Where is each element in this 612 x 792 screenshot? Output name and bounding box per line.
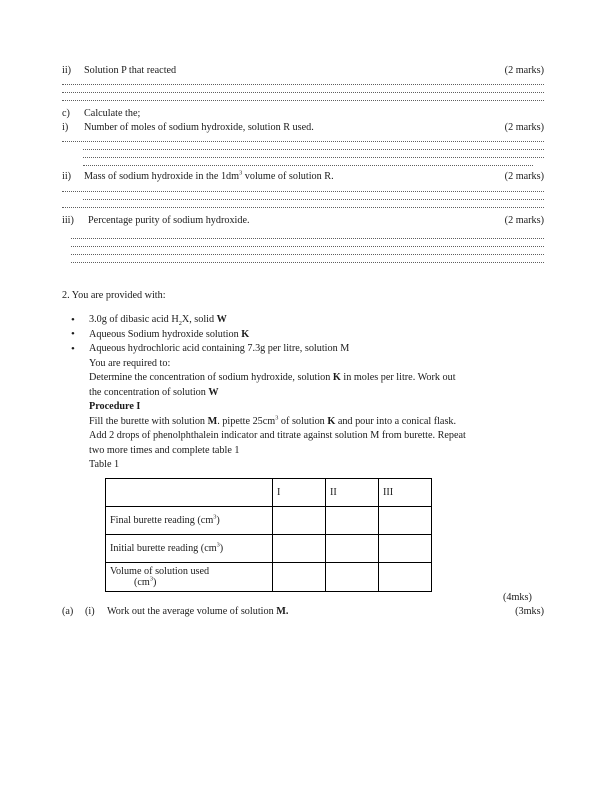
cell-initial-i[interactable] [273, 534, 326, 562]
cell-final-ii[interactable] [326, 506, 379, 534]
required-line-2 [89, 386, 544, 400]
spacer [62, 200, 544, 207]
row-2-label-second-line: (cm [134, 576, 150, 588]
spacer [62, 158, 544, 165]
cell-volume-i[interactable] [273, 562, 326, 591]
required-line-1-post: in moles per litre. Work out [340, 372, 456, 384]
row-0-label-post: ) [216, 514, 220, 526]
cm-cubed-superscript: 3 [216, 541, 220, 549]
question-1-c-ii-label: ii) [62, 171, 72, 183]
procedure-line-1-b: . pipette 25cm [217, 415, 276, 427]
list-item [62, 342, 544, 356]
question-1-c-i [62, 121, 544, 134]
spacer [62, 255, 544, 262]
question-2-a-i-text [107, 605, 507, 618]
spacer [62, 142, 544, 149]
spacer [62, 77, 544, 84]
solution-k-ref-2: K [327, 415, 336, 427]
spacer [62, 93, 544, 100]
question-1-c-i-text: Number of moles of sodium hydroxide, solution R used. [84, 121, 314, 133]
required-heading: You are required to: [89, 357, 171, 369]
row-2-label-pre: Volume of solution used [110, 565, 210, 577]
question-1-c-ii-marks: (2 marks) [504, 171, 544, 183]
solution-w-ref: W [208, 386, 219, 398]
spacer [62, 227, 544, 238]
list-item [62, 328, 544, 342]
procedure-heading: Procedure I [89, 401, 141, 413]
spacer [62, 184, 544, 191]
question-1-c-label: c) [62, 108, 70, 120]
table-1-wrapper [105, 478, 544, 592]
question-1-c-text: Calculate the; [84, 108, 141, 120]
row-label-final-burette-reading [106, 506, 273, 534]
h2x-subscript: 2 [178, 320, 182, 328]
question-1-c-ii [62, 170, 544, 183]
cell-volume-ii[interactable] [326, 562, 379, 591]
required-line-2-pre: the concentration of solution [89, 386, 209, 398]
requirements-block [89, 357, 544, 473]
question-1-b-ii-marks: (2 marks) [504, 65, 544, 76]
question-2-a-i [62, 605, 544, 618]
table-marks: (4mks) [503, 591, 532, 603]
cell-initial-ii[interactable] [326, 534, 379, 562]
spacer [62, 247, 544, 254]
page-content [62, 64, 544, 618]
list-item [62, 313, 544, 327]
question-1-b-ii-text: Solution P that reacted [84, 65, 177, 76]
solution-k-ref: K [332, 372, 341, 384]
required-line-1-pre: Determine the concentration of sodium hydroxide, solution [89, 372, 333, 384]
procedure-line-1-a: Fill the burette with solution [89, 415, 208, 427]
bullet-2-pre: Aqueous Sodium hydroxide solution [89, 328, 242, 340]
bullet-1-mid: X, solid [181, 314, 217, 326]
procedure-line-1 [89, 415, 544, 429]
question-2-a-i-text-pre: Work out the average volume of solution [107, 605, 277, 617]
column-header-i: I [273, 478, 326, 506]
question-1-c [62, 107, 544, 120]
burette-readings-table [105, 478, 432, 592]
row-label-volume-of-solution-used [106, 562, 273, 591]
cell-final-i[interactable] [273, 506, 326, 534]
procedure-line-2: Add 2 drops of phenolphthalein indicator and titrate against solution M from burette. Repeat [89, 430, 466, 442]
table-corner-cell [106, 478, 273, 506]
question-1-b-ii-label: ii) [62, 65, 72, 76]
table-row [106, 506, 432, 534]
question-1-b-ii [62, 64, 544, 77]
row-2-label-second-line-group [110, 577, 268, 588]
procedure-line-3: two more times and complete table 1 [89, 444, 240, 456]
row-1-label-post: ) [219, 542, 224, 554]
cell-final-iii[interactable] [379, 506, 432, 534]
cm-cubed-superscript: 3 [275, 414, 279, 422]
table-row [106, 534, 432, 562]
question-1-c-iii-text: Percentage purity of sodium hydroxide. [88, 214, 250, 226]
spacer [62, 192, 544, 199]
bullet-1-pre: 3.0g of dibasic acid H [89, 314, 179, 326]
question-1-c-iii-label: iii) [62, 214, 74, 226]
solid-w-label: W [216, 314, 227, 326]
column-header-iii: III [379, 478, 432, 506]
question-2-heading: 2. You are provided with: [62, 290, 166, 302]
row-2-label-post: ) [153, 576, 157, 588]
spacer [62, 134, 544, 141]
cm-cubed-superscript: 3 [213, 513, 217, 521]
spacer [62, 150, 544, 157]
solution-m-ref-2: M. [276, 605, 289, 617]
provided-materials-list [62, 313, 544, 356]
question-1-c-i-label: i) [62, 121, 69, 133]
dm-cubed-superscript: 3 [239, 169, 243, 177]
question-2-a-i-marks: (3mks) [515, 605, 544, 617]
question-1-c-i-marks: (2 marks) [504, 121, 544, 133]
question-1-c-ii-text-after: volume of solution R. [242, 171, 334, 183]
row-label-initial-burette-reading [106, 534, 273, 562]
table-header-row [106, 478, 432, 506]
cell-volume-iii[interactable] [379, 562, 432, 591]
table-row [106, 562, 432, 591]
solution-m-ref: M [207, 415, 218, 427]
spacer [62, 263, 544, 290]
solution-k-label: K [241, 328, 250, 340]
procedure-line-1-c: of solution [278, 415, 328, 427]
question-1-c-ii-text-before: Mass of sodium hydroxide in the 1dm [84, 171, 240, 183]
question-1-c-iii [62, 214, 544, 227]
question-2-a-label: (a) [62, 605, 74, 617]
spacer [62, 301, 544, 313]
table-caption: Table 1 [89, 459, 120, 471]
question-2-a-i-label: (i) [85, 605, 95, 617]
spacer [62, 239, 544, 246]
bullet-3-pre: Aqueous hydrochloric acid containing 7.3g per litre, solution M [89, 343, 350, 355]
procedure-line-1-d: and pour into a conical flask. [335, 415, 457, 427]
question-1-c-ii-text [84, 170, 497, 183]
cm-cubed-superscript: 3 [149, 575, 153, 583]
question-1-c-iii-marks: (2 marks) [504, 214, 544, 226]
cell-initial-iii[interactable] [379, 534, 432, 562]
spacer [62, 85, 544, 92]
row-1-label-pre: Initial burette reading (cm [110, 542, 217, 554]
table-marks-row [62, 592, 544, 605]
row-0-label-pre: Final burette reading (cm [110, 514, 214, 526]
column-header-ii: II [326, 478, 379, 506]
required-line-1 [89, 371, 544, 385]
